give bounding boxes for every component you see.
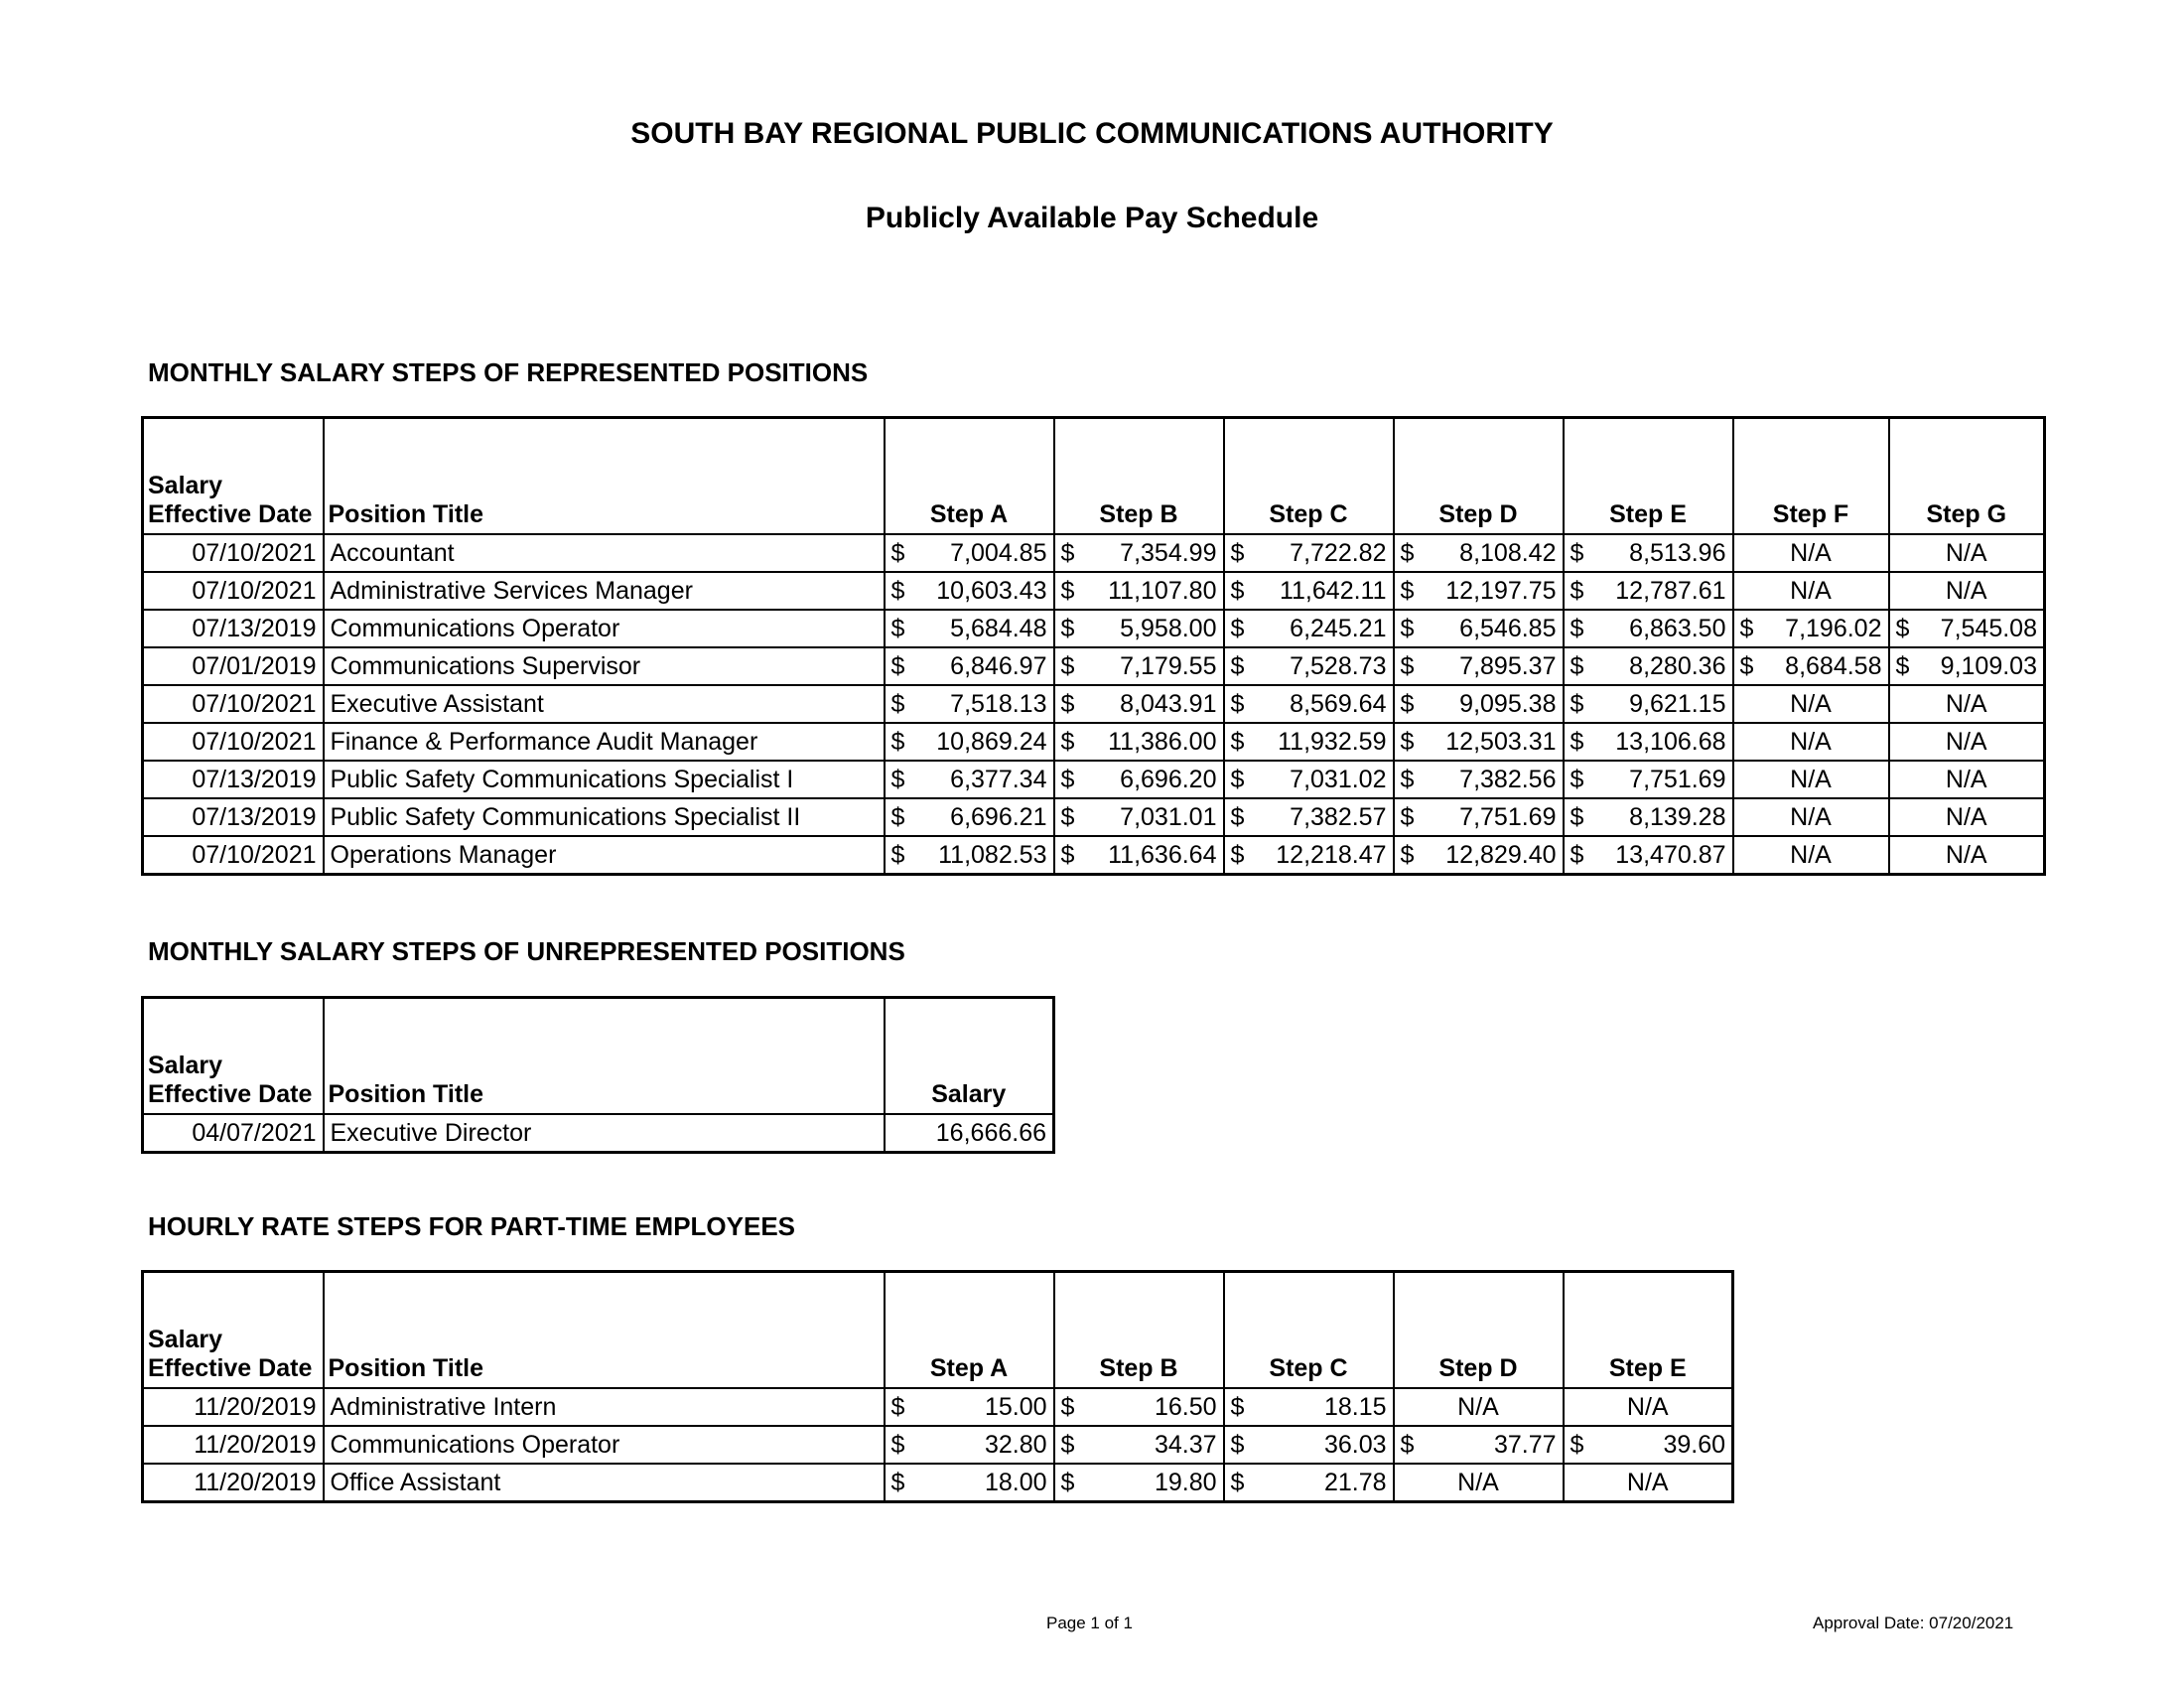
approval-date: Approval Date: 07/20/2021 [1813, 1614, 2014, 1632]
step-value [1564, 610, 1733, 647]
amount: 8,108.42 [1459, 538, 1557, 567]
step-value: N/A [1889, 836, 2045, 875]
amount: 16.50 [1154, 1392, 1217, 1421]
currency-symbol: $ [890, 1392, 905, 1421]
amount: 18.15 [1323, 1392, 1387, 1421]
step-header: Step D [1394, 1272, 1564, 1389]
position-title: Public Safety Communications Specialist I [324, 761, 885, 798]
currency-symbol: $ [1060, 651, 1075, 680]
amount: 8,139.28 [1629, 802, 1726, 831]
step-value [1224, 534, 1394, 572]
amount: 6,696.21 [950, 802, 1047, 831]
step-value [1889, 647, 2045, 685]
step-value: N/A [1733, 534, 1889, 572]
table-row [143, 1114, 1054, 1153]
step-value: N/A [1394, 1464, 1564, 1502]
currency-symbol: $ [1060, 1430, 1075, 1459]
currency-symbol: $ [1060, 538, 1075, 567]
currency-symbol: $ [1895, 651, 1910, 680]
currency-symbol: $ [1060, 689, 1075, 718]
amount: 8,513.96 [1629, 538, 1726, 567]
effective-date: 11/20/2019 [143, 1464, 324, 1502]
amount: 21.78 [1323, 1468, 1387, 1496]
currency-symbol: $ [1060, 1468, 1075, 1496]
step-header: Step B [1054, 1272, 1224, 1389]
position-title: Administrative Intern [324, 1388, 885, 1426]
table-row [143, 647, 2045, 685]
amount: 7,722.82 [1290, 538, 1387, 567]
position-title: Administrative Services Manager [324, 572, 885, 610]
currency-symbol: $ [1060, 765, 1075, 793]
amount: 11,932.59 [1278, 727, 1387, 756]
step-value [1394, 647, 1564, 685]
step-value [1054, 1388, 1224, 1426]
amount: 7,545.08 [1940, 614, 2037, 642]
step-value: N/A [1889, 798, 2045, 836]
currency-symbol: $ [1570, 765, 1584, 793]
amount: 12,197.75 [1445, 576, 1557, 605]
salary-header: Salary [885, 998, 1054, 1115]
currency-symbol: $ [890, 765, 905, 793]
amount: 6,245.21 [1290, 614, 1387, 642]
currency-symbol: $ [1230, 727, 1245, 756]
position-title: Finance & Performance Audit Manager [324, 723, 885, 761]
step-value [1224, 836, 1394, 875]
step-value [885, 572, 1054, 610]
table-row [143, 1464, 1733, 1502]
currency-symbol: $ [1230, 802, 1245, 831]
amount: 11,636.64 [1108, 840, 1217, 869]
effective-date-header: Salary Effective Date [143, 418, 324, 535]
unrepresented-salary-table [141, 996, 1055, 1154]
amount: 11,386.00 [1108, 727, 1217, 756]
currency-symbol: $ [1400, 689, 1415, 718]
step-value: N/A [1889, 572, 2045, 610]
step-header: Step A [885, 418, 1054, 535]
step-value [885, 610, 1054, 647]
amount: 36.03 [1323, 1430, 1387, 1459]
amount: 6,863.50 [1629, 614, 1726, 642]
amount: 7,004.85 [950, 538, 1047, 567]
step-value [1564, 534, 1733, 572]
step-value: N/A [1733, 761, 1889, 798]
currency-symbol: $ [1060, 1392, 1075, 1421]
step-value [885, 685, 1054, 723]
amount: 7,031.02 [1290, 765, 1387, 793]
step-value [1224, 761, 1394, 798]
step-value [885, 647, 1054, 685]
step-value [1054, 723, 1224, 761]
amount: 7,354.99 [1120, 538, 1217, 567]
hourly-rate-table [141, 1270, 1734, 1503]
currency-symbol: $ [1400, 765, 1415, 793]
step-value [1394, 685, 1564, 723]
step-value [1564, 647, 1733, 685]
position-title: Communications Operator [324, 1426, 885, 1464]
amount: 7,528.73 [1290, 651, 1387, 680]
step-header: Step C [1224, 1272, 1394, 1389]
step-value: N/A [1889, 761, 2045, 798]
step-value: N/A [1733, 723, 1889, 761]
step-value [1564, 761, 1733, 798]
currency-symbol: $ [1230, 538, 1245, 567]
table-row [143, 1426, 1733, 1464]
effective-date-header: Salary Effective Date [143, 1272, 324, 1389]
amount: 6,696.20 [1120, 765, 1217, 793]
amount: 39.60 [1663, 1430, 1725, 1459]
effective-date: 07/10/2021 [143, 836, 324, 875]
amount: 19.80 [1154, 1468, 1217, 1496]
step-value [1224, 1464, 1394, 1502]
currency-symbol: $ [1400, 576, 1415, 605]
currency-symbol: $ [1230, 576, 1245, 605]
step-value [1054, 685, 1224, 723]
step-value [1564, 572, 1733, 610]
step-value [1889, 610, 2045, 647]
hourly-heading: HOURLY RATE STEPS FOR PART-TIME EMPLOYEES [148, 1211, 796, 1241]
currency-symbol: $ [1230, 1430, 1245, 1459]
currency-symbol: $ [890, 651, 905, 680]
salary-value: 16,666.66 [885, 1114, 1054, 1153]
amount: 12,787.61 [1615, 576, 1726, 605]
amount: 12,829.40 [1445, 840, 1557, 869]
currency-symbol: $ [1230, 840, 1245, 869]
table-row [143, 798, 2045, 836]
amount: 13,106.68 [1615, 727, 1726, 756]
step-value [1733, 610, 1889, 647]
step-value: N/A [1733, 572, 1889, 610]
effective-date: 07/10/2021 [143, 685, 324, 723]
amount: 7,751.69 [1459, 802, 1557, 831]
currency-symbol: $ [1230, 1468, 1245, 1496]
step-header: Step C [1224, 418, 1394, 535]
step-value [885, 534, 1054, 572]
step-value [1394, 572, 1564, 610]
amount: 9,109.03 [1940, 651, 2037, 680]
hourly-rows [143, 1388, 1733, 1502]
table-row [143, 723, 2045, 761]
effective-date: 04/07/2021 [143, 1114, 324, 1153]
step-value [1054, 534, 1224, 572]
step-header: Step A [885, 1272, 1054, 1389]
amount: 8,684.58 [1785, 651, 1882, 680]
amount: 10,603.43 [936, 576, 1047, 605]
step-value [1224, 685, 1394, 723]
step-header: Step G [1889, 418, 2045, 535]
table-row [143, 572, 2045, 610]
position-title: Communications Supervisor [324, 647, 885, 685]
position-title: Public Safety Communications Specialist II [324, 798, 885, 836]
step-value: N/A [1733, 685, 1889, 723]
step-value [1394, 1426, 1564, 1464]
table-row [143, 685, 2045, 723]
table-row [143, 1388, 1733, 1426]
step-value [1224, 1426, 1394, 1464]
amount: 5,958.00 [1120, 614, 1217, 642]
step-value [1394, 761, 1564, 798]
currency-symbol: $ [1230, 614, 1245, 642]
amount: 15.00 [984, 1392, 1047, 1421]
amount: 7,179.55 [1120, 651, 1217, 680]
currency-symbol: $ [890, 576, 905, 605]
amount: 8,280.36 [1629, 651, 1726, 680]
effective-date: 07/01/2019 [143, 647, 324, 685]
step-value [1564, 836, 1733, 875]
represented-salary-table [141, 416, 2046, 876]
step-value: N/A [1564, 1464, 1733, 1502]
currency-symbol: $ [1400, 727, 1415, 756]
position-title-header: Position Title [324, 418, 885, 535]
step-value [885, 836, 1054, 875]
currency-symbol: $ [1570, 614, 1584, 642]
unrepresented-heading: MONTHLY SALARY STEPS OF UNREPRESENTED POSITIONS [148, 936, 905, 966]
amount: 5,684.48 [950, 614, 1047, 642]
currency-symbol: $ [1570, 576, 1584, 605]
step-value: N/A [1394, 1388, 1564, 1426]
currency-symbol: $ [890, 840, 905, 869]
step-value: N/A [1564, 1388, 1733, 1426]
currency-symbol: $ [1400, 840, 1415, 869]
step-value [1224, 647, 1394, 685]
effective-date: 11/20/2019 [143, 1388, 324, 1426]
amount: 32.80 [984, 1430, 1047, 1459]
currency-symbol: $ [1400, 1430, 1415, 1459]
currency-symbol: $ [890, 1430, 905, 1459]
currency-symbol: $ [1570, 651, 1584, 680]
amount: 10,869.24 [936, 727, 1047, 756]
currency-symbol: $ [1570, 538, 1584, 567]
effective-date: 07/10/2021 [143, 534, 324, 572]
position-title: Accountant [324, 534, 885, 572]
position-title: Office Assistant [324, 1464, 885, 1502]
step-value: N/A [1733, 798, 1889, 836]
step-value [885, 1388, 1054, 1426]
amount: 9,621.15 [1629, 689, 1726, 718]
position-title-header: Position Title [324, 1272, 885, 1389]
table-row [143, 534, 2045, 572]
table-row [143, 761, 2045, 798]
currency-symbol: $ [890, 1468, 905, 1496]
currency-symbol: $ [1230, 689, 1245, 718]
amount: 6,846.97 [950, 651, 1047, 680]
step-value [1564, 723, 1733, 761]
position-title: Executive Director [324, 1114, 885, 1153]
currency-symbol: $ [1230, 1392, 1245, 1421]
unrepresented-rows [143, 1114, 1054, 1153]
currency-symbol: $ [890, 538, 905, 567]
currency-symbol: $ [1570, 727, 1584, 756]
amount: 8,043.91 [1120, 689, 1217, 718]
effective-date: 07/13/2019 [143, 610, 324, 647]
amount: 18.00 [984, 1468, 1047, 1496]
currency-symbol: $ [890, 689, 905, 718]
position-title: Operations Manager [324, 836, 885, 875]
amount: 7,518.13 [950, 689, 1047, 718]
step-value [1394, 836, 1564, 875]
amount: 12,218.47 [1276, 840, 1387, 869]
step-value [1224, 572, 1394, 610]
step-header: Step F [1733, 418, 1889, 535]
currency-symbol: $ [1230, 651, 1245, 680]
step-value [1224, 723, 1394, 761]
step-header: Step E [1564, 418, 1733, 535]
currency-symbol: $ [1060, 802, 1075, 831]
step-value [1054, 1426, 1224, 1464]
currency-symbol: $ [890, 614, 905, 642]
amount: 8,569.64 [1290, 689, 1387, 718]
step-value [885, 761, 1054, 798]
currency-symbol: $ [1400, 538, 1415, 567]
step-value [1394, 798, 1564, 836]
currency-symbol: $ [1060, 727, 1075, 756]
effective-date: 07/10/2021 [143, 572, 324, 610]
amount: 7,382.56 [1459, 765, 1557, 793]
step-value [885, 1464, 1054, 1502]
page-number: Page 1 of 1 [1046, 1614, 1133, 1632]
amount: 7,895.37 [1459, 651, 1557, 680]
table-row [143, 610, 2045, 647]
amount: 7,751.69 [1629, 765, 1726, 793]
step-value [1224, 798, 1394, 836]
currency-symbol: $ [1739, 651, 1754, 680]
currency-symbol: $ [1060, 840, 1075, 869]
amount: 7,382.57 [1290, 802, 1387, 831]
step-value [1054, 572, 1224, 610]
amount: 11,082.53 [938, 840, 1047, 869]
step-value: N/A [1889, 723, 2045, 761]
step-value [1394, 723, 1564, 761]
amount: 37.77 [1493, 1430, 1557, 1459]
step-value: N/A [1889, 685, 2045, 723]
step-value [1054, 1464, 1224, 1502]
represented-heading: MONTHLY SALARY STEPS OF REPRESENTED POSITIONS [148, 357, 869, 387]
step-header: Step D [1394, 418, 1564, 535]
step-value [1224, 1388, 1394, 1426]
currency-symbol: $ [890, 802, 905, 831]
step-value [1054, 610, 1224, 647]
step-value [1054, 798, 1224, 836]
effective-date: 07/13/2019 [143, 798, 324, 836]
currency-symbol: $ [1230, 765, 1245, 793]
step-value: N/A [1733, 836, 1889, 875]
currency-symbol: $ [1060, 576, 1075, 605]
effective-date: 07/10/2021 [143, 723, 324, 761]
step-value [885, 798, 1054, 836]
currency-symbol: $ [1570, 1430, 1584, 1459]
table-row [143, 836, 2045, 875]
step-value [1394, 534, 1564, 572]
step-value [1054, 761, 1224, 798]
step-value [1564, 798, 1733, 836]
currency-symbol: $ [1060, 614, 1075, 642]
currency-symbol: $ [1570, 802, 1584, 831]
amount: 13,470.87 [1615, 840, 1726, 869]
amount: 6,546.85 [1459, 614, 1557, 642]
step-value [1733, 647, 1889, 685]
effective-date: 11/20/2019 [143, 1426, 324, 1464]
amount: 11,642.11 [1279, 576, 1387, 605]
step-value [1224, 610, 1394, 647]
step-value: N/A [1889, 534, 2045, 572]
currency-symbol: $ [1570, 840, 1584, 869]
represented-rows [143, 534, 2045, 875]
document-title: Publicly Available Pay Schedule [865, 202, 1319, 234]
step-header: Step E [1564, 1272, 1733, 1389]
step-value [1394, 610, 1564, 647]
currency-symbol: $ [1570, 689, 1584, 718]
amount: 11,107.80 [1108, 576, 1217, 605]
step-value [1564, 685, 1733, 723]
effective-date: 07/13/2019 [143, 761, 324, 798]
currency-symbol: $ [890, 727, 905, 756]
currency-symbol: $ [1739, 614, 1754, 642]
step-value [1054, 647, 1224, 685]
amount: 9,095.38 [1459, 689, 1557, 718]
currency-symbol: $ [1895, 614, 1910, 642]
amount: 7,196.02 [1785, 614, 1882, 642]
currency-symbol: $ [1400, 651, 1415, 680]
effective-date-header: Salary Effective Date [143, 998, 324, 1115]
org-title: SOUTH BAY REGIONAL PUBLIC COMMUNICATIONS AUTHORITY [630, 117, 1554, 150]
step-value [885, 1426, 1054, 1464]
amount: 34.37 [1154, 1430, 1217, 1459]
amount: 6,377.34 [950, 765, 1047, 793]
currency-symbol: $ [1400, 802, 1415, 831]
amount: 12,503.31 [1445, 727, 1557, 756]
currency-symbol: $ [1400, 614, 1415, 642]
position-title-header: Position Title [324, 998, 885, 1115]
step-value [1564, 1426, 1733, 1464]
position-title: Communications Operator [324, 610, 885, 647]
amount: 7,031.01 [1120, 802, 1217, 831]
step-value [1054, 836, 1224, 875]
step-value [885, 723, 1054, 761]
position-title: Executive Assistant [324, 685, 885, 723]
step-header: Step B [1054, 418, 1224, 535]
